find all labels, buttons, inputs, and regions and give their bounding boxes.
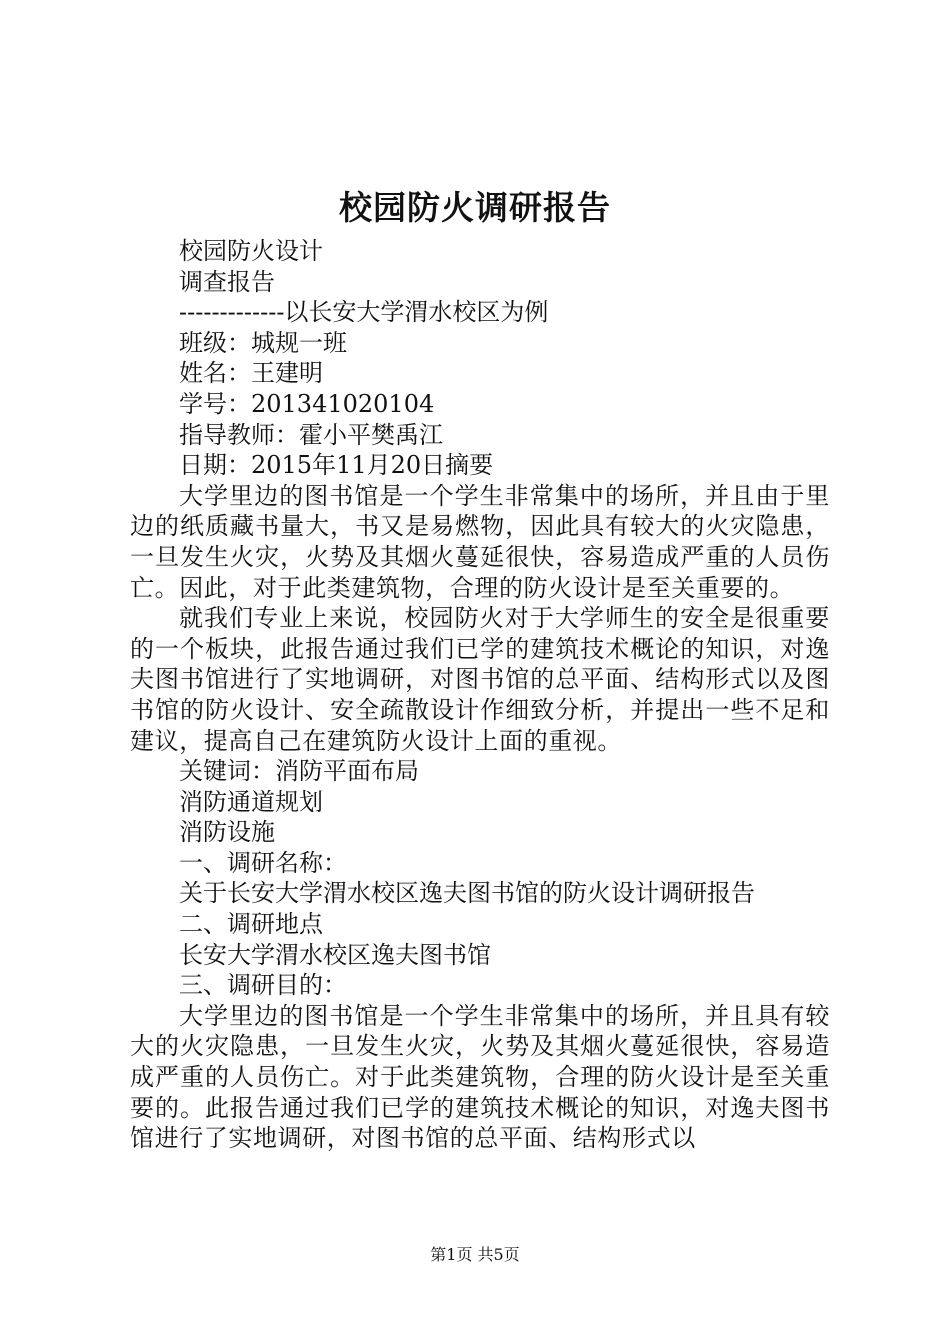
section-heading-purpose: 三、调研目的：: [179, 971, 347, 1000]
purpose-paragraph: 大学里边的图书馆是一个学生非常集中的场所，并且具有较大的火灾隐患，一旦发生火灾，火势及其烟火蔓延很快，容易造成严重的人员伤亡。对于此类建筑物，合理的防火设计是至关重要的。此报告通过我们已学的建筑技术概论的知识，对逸夫图书馆进行了实地调研，对图书馆的总平面、结构形式以: [130, 1001, 830, 1153]
document-body: [130, 236, 830, 1154]
header-line-student-id: 学号：201341020104: [179, 389, 435, 418]
header-line-date: 日期：2015年11月20日摘要: [179, 451, 494, 480]
section-heading-location: 二、调研地点: [179, 910, 323, 939]
keywords-line: 消防设施: [179, 818, 275, 847]
section-text-location: 长安大学渭水校区逸夫图书馆: [179, 940, 491, 969]
keywords-line: 关键词：消防平面布局: [179, 757, 419, 786]
abstract-paragraph: 大学里边的图书馆是一个学生非常集中的场所，并且由于里边的纸质藏书量大，书又是易燃物，因此具有较大的火灾隐患，一旦发生火灾，火势及其烟火蔓延很快，容易造成严重的人员伤亡。因此，对于此类建筑物，合理的防火设计是至关重要的。: [130, 481, 830, 602]
section-heading-name: 一、调研名称：: [179, 848, 347, 877]
section-text-name: 关于长安大学渭水校区逸夫图书馆的防火设计调研报告: [179, 879, 755, 908]
header-line-class: 班级：城规一班: [179, 328, 347, 357]
header-line-advisor: 指导教师：霍小平樊禹江: [179, 420, 443, 449]
header-line-subtitle: -------------以长安大学渭水校区为例: [179, 298, 549, 327]
header-line-design: 校园防火设计: [179, 237, 323, 265]
document-title: 校园防火调研报告: [339, 188, 611, 227]
abstract-paragraph: 就我们专业上来说，校园防火对于大学师生的安全是很重要的一个板块，此报告通过我们已学的建筑技术概论的知识，对逸夫图书馆进行了实地调研，对图书馆的总平面、结构形式以及图书馆的防火设计、安全疏散设计作细致分析，并提出一些不足和建议，提高自己在建筑防火设计上面的重视。: [130, 604, 830, 755]
page-footer: 第1页 共5页: [430, 1245, 520, 1264]
header-line-report: 调查报告: [179, 267, 275, 296]
keywords-line: 消防通道规划: [179, 787, 323, 816]
header-line-name: 姓名：王建明: [179, 359, 323, 388]
